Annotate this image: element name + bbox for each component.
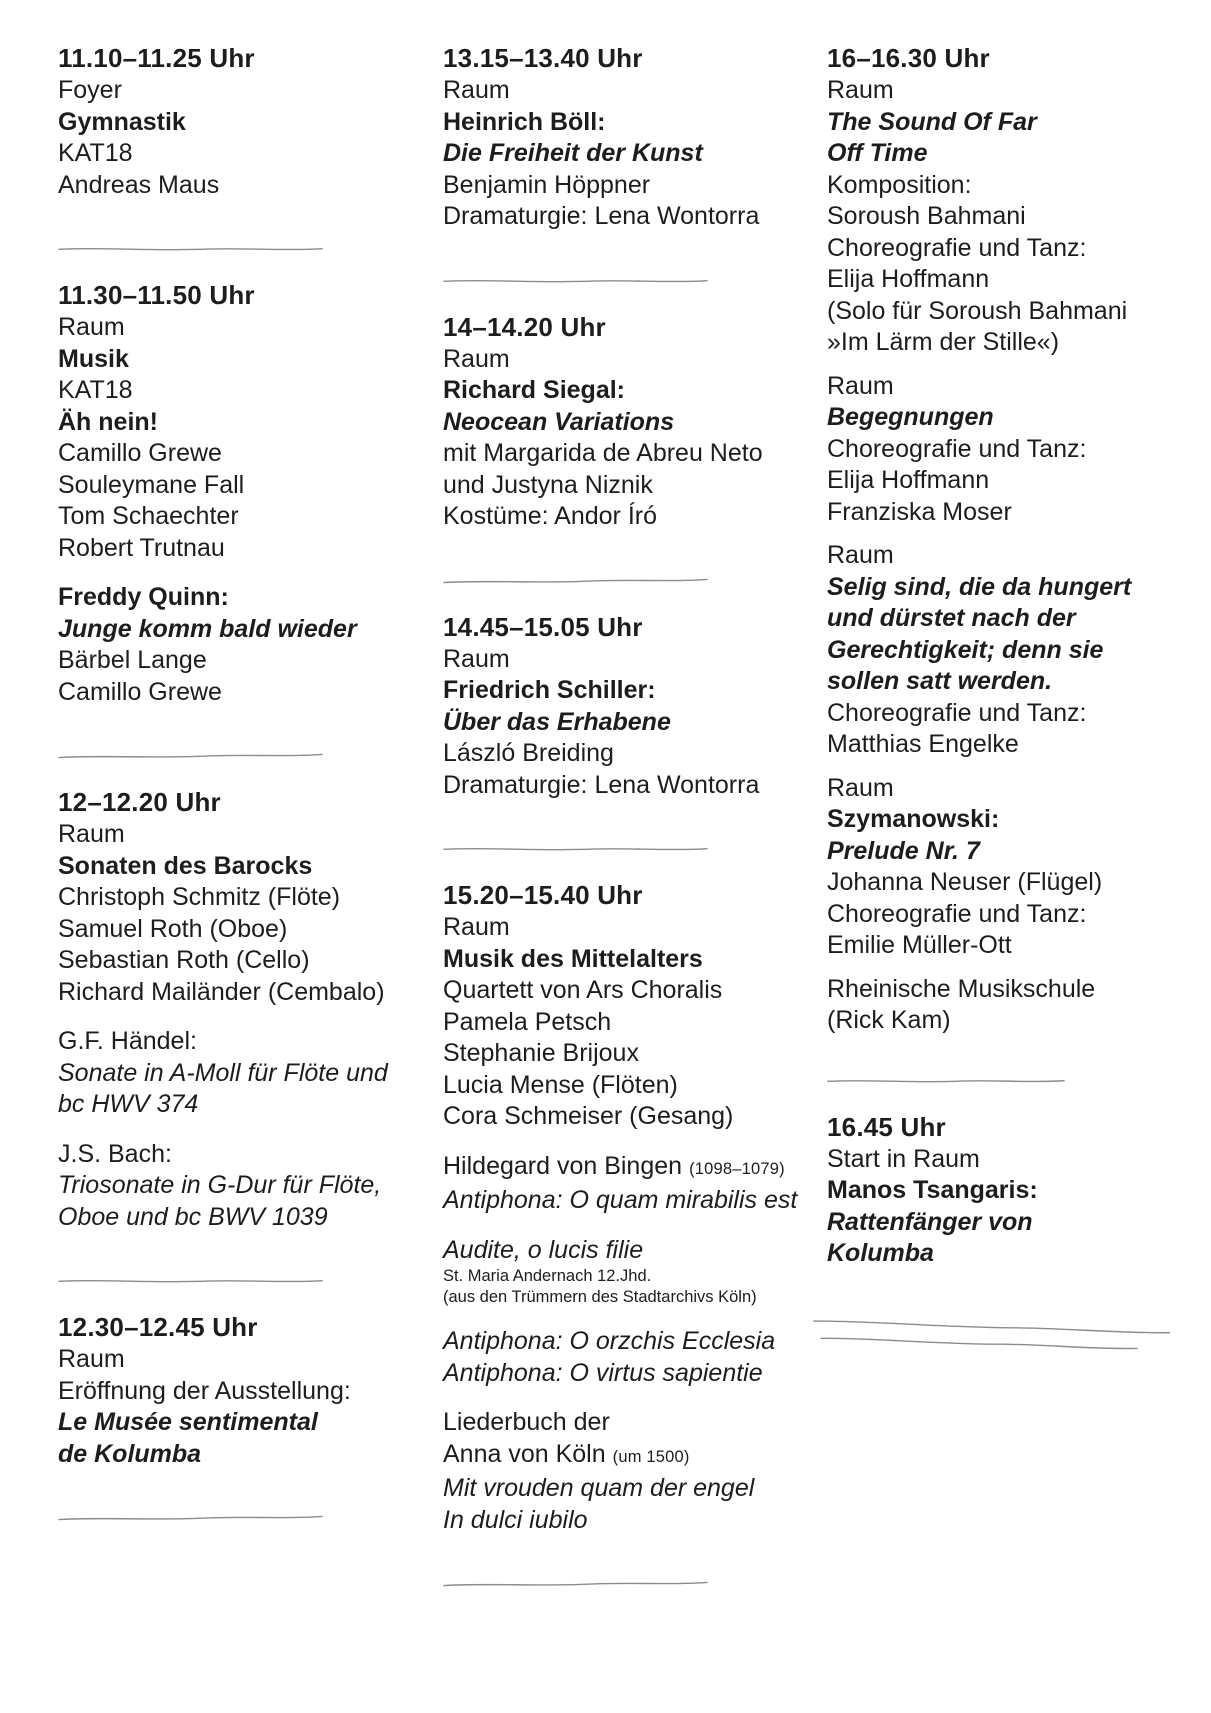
- event-line: Camillo Grewe: [58, 677, 222, 706]
- event-line: Quartett von Ars Choralis: [443, 976, 723, 1004]
- event-line: Samuel Roth (Oboe): [58, 914, 288, 943]
- hand-drawn-divider: [58, 751, 323, 760]
- event-line: Stephanie Brijoux: [443, 1039, 639, 1067]
- event-line: Friedrich Schiller:: [443, 676, 656, 704]
- event-line: Raum: [58, 1345, 125, 1373]
- event-line: Sonate in A-Moll für Flöte und: [58, 1058, 388, 1087]
- event-line: Hildegard von Bingen (1098–1079): [443, 1151, 785, 1180]
- event-line: In dulci iubilo: [443, 1505, 588, 1534]
- event-line: Lucia Mense (Flöten): [443, 1070, 678, 1099]
- event-line: Gymnastik: [58, 107, 186, 136]
- hand-drawn-divider: [443, 1579, 708, 1588]
- event-line: Benjamin Höppner: [443, 170, 651, 199]
- event-line: Richard Mailänder (Cembalo): [58, 977, 385, 1006]
- event-line: Oboe und bc BWV 1039: [58, 1202, 328, 1231]
- event-line: Raum: [58, 820, 125, 848]
- event-line-note: (1098–1079): [689, 1159, 785, 1178]
- event-line: Kostüme: Andor Író: [443, 502, 658, 530]
- divider-line: [813, 1316, 1171, 1338]
- event-line: The Sound Of Far: [827, 107, 1037, 136]
- event-line: Musik: [58, 344, 129, 373]
- event-block: [827, 42, 1197, 359]
- event-line: Raum: [827, 773, 894, 802]
- event-block: [58, 42, 408, 201]
- event-line: Emilie Müller-Ott: [827, 931, 1012, 959]
- event-line: Selig sind, die da hungert: [827, 572, 1132, 601]
- event-line: de Kolumba: [58, 1439, 202, 1468]
- event-line: Johanna Neuser (Flügel): [827, 868, 1103, 896]
- program-column-1: [58, 42, 408, 1548]
- event-line: Raum: [443, 76, 510, 104]
- event-line: Camillo Grewe: [58, 439, 222, 467]
- event-line: Christoph Schmitz (Flöte): [58, 883, 341, 911]
- event-line: Raum: [443, 644, 510, 673]
- hand-drawn-divider: [827, 1076, 1065, 1085]
- event-block: [58, 1139, 408, 1234]
- event-line: Die Freiheit der Kunst: [443, 139, 703, 167]
- hand-drawn-divider: [58, 244, 323, 253]
- program-column-2: [443, 42, 798, 1614]
- event-line: Heinrich Böll:: [443, 107, 606, 136]
- event-line: Sonaten des Barocks: [58, 851, 313, 880]
- event-line: sollen satt werden.: [827, 667, 1053, 695]
- event-block: [443, 879, 793, 1133]
- event-line: Musik des Mittelalters: [443, 944, 703, 973]
- event-line: Choreografie und Tanz:: [827, 434, 1087, 463]
- event-line: Szymanowski:: [827, 805, 1000, 833]
- event-block: [443, 1235, 793, 1309]
- event-line-note: (um 1500): [612, 1447, 690, 1466]
- event-line: und Justyna Niznik: [443, 470, 653, 499]
- event-block: [58, 279, 408, 564]
- program-column-3: [827, 42, 1197, 1341]
- event-line: Eröffnung der Ausstellung:: [58, 1376, 351, 1405]
- event-line: Raum: [827, 76, 894, 104]
- event-line: Liederbuch der: [443, 1408, 610, 1436]
- event-block: [443, 311, 793, 533]
- event-line: Triosonate in G-Dur für Flöte,: [58, 1171, 382, 1199]
- event-line: Soroush Bahmani: [827, 202, 1026, 230]
- event-line: (aus den Trümmern des Stadtarchivs Köln): [443, 1288, 757, 1306]
- event-line: Raum: [443, 913, 510, 941]
- event-line: KAT18: [58, 376, 133, 404]
- hand-drawn-divider: [443, 576, 708, 585]
- event-block: [443, 1151, 798, 1217]
- event-time: 16.45 Uhr: [827, 1111, 946, 1142]
- event-time: 11.30–11.50 Uhr: [58, 280, 255, 310]
- event-line: Dramaturgie: Lena Wontorra: [443, 202, 760, 230]
- event-line: Junge komm bald wieder: [58, 614, 357, 643]
- event-time: 11.10–11.25 Uhr: [58, 43, 255, 73]
- event-block: [58, 1026, 408, 1121]
- event-line: (Solo für Soroush Bahmani: [827, 296, 1128, 325]
- event-block: [443, 1407, 793, 1536]
- event-time: 16–16.30 Uhr: [827, 43, 990, 73]
- event-line: KAT18: [58, 139, 133, 167]
- event-line: Antiphona: O quam mirabilis est: [443, 1186, 798, 1214]
- event-line: Antiphona: O virtus sapientie: [443, 1358, 763, 1387]
- event-block: [443, 611, 793, 802]
- event-line: Off Time: [827, 139, 928, 167]
- event-line: Pamela Petsch: [443, 1007, 612, 1036]
- event-line: Bärbel Lange: [58, 646, 207, 674]
- event-line: J.S. Bach:: [58, 1139, 172, 1168]
- hand-drawn-divider: [443, 844, 708, 853]
- event-line: St. Maria Andernach 12.Jhd.: [443, 1267, 652, 1285]
- event-block: [827, 974, 1197, 1037]
- event-block: [58, 1311, 408, 1470]
- event-line: Choreografie und Tanz:: [827, 899, 1087, 928]
- event-line: Kolumba: [827, 1239, 934, 1267]
- event-line: Antiphona: O orzchis Ecclesia: [443, 1327, 776, 1355]
- event-line: Foyer: [58, 76, 122, 104]
- event-line: Gerechtigkeit; denn sie: [827, 635, 1104, 664]
- event-line: bc HWV 374: [58, 1090, 199, 1118]
- event-block: [827, 773, 1197, 962]
- event-line: Elija Hoffmann: [827, 466, 990, 494]
- event-block: [443, 1326, 793, 1389]
- event-line: Andreas Maus: [58, 170, 220, 199]
- event-line: Rattenfänger von: [827, 1207, 1033, 1236]
- event-block: [443, 42, 793, 233]
- event-line: Komposition:: [827, 170, 972, 199]
- hand-drawn-divider: [58, 1276, 323, 1285]
- event-time: 15.20–15.40 Uhr: [443, 880, 643, 910]
- hand-drawn-divider: [58, 1513, 323, 1522]
- event-block: [827, 1111, 1197, 1270]
- hand-drawn-divider: [443, 276, 708, 285]
- event-line: Begegnungen: [827, 403, 994, 431]
- event-line: Anna von Köln (um 1500): [443, 1439, 690, 1468]
- event-line: Raum: [58, 313, 125, 341]
- event-line: Choreografie und Tanz:: [827, 233, 1087, 262]
- event-line: und dürstet nach der: [827, 604, 1076, 632]
- event-block: [827, 371, 1197, 529]
- event-line: Raum: [827, 371, 894, 400]
- event-line: »Im Lärm der Stille«): [827, 328, 1060, 356]
- event-line: Start in Raum: [827, 1144, 980, 1173]
- event-block: [58, 582, 408, 708]
- divider-line: [820, 1333, 1138, 1353]
- event-line: Rheinische Musikschule: [827, 974, 1096, 1003]
- event-time: 14.45–15.05 Uhr: [443, 611, 643, 642]
- event-line: mit Margarida de Abreu Neto: [443, 439, 763, 467]
- event-line: László Breiding: [443, 739, 614, 767]
- event-line: Neocean Variations: [443, 407, 675, 436]
- event-time: 12–12.20 Uhr: [58, 787, 221, 817]
- event-time: 14–14.20 Uhr: [443, 311, 606, 342]
- event-line: Dramaturgie: Lena Wontorra: [443, 770, 760, 799]
- event-line: Robert Trutnau: [58, 533, 225, 562]
- event-line: Souleymane Fall: [58, 470, 245, 499]
- event-line: Äh nein!: [58, 407, 158, 436]
- event-time: 13.15–13.40 Uhr: [443, 43, 643, 73]
- event-line: Sebastian Roth (Cello): [58, 946, 310, 974]
- event-block: [58, 786, 408, 1008]
- event-line: Matthias Engelke: [827, 730, 1019, 758]
- event-line: Mit vrouden quam der engel: [443, 1474, 755, 1502]
- hand-drawn-double-divider: [812, 1316, 1173, 1355]
- event-line: Elija Hoffmann: [827, 265, 990, 293]
- event-line: Le Musée sentimental: [58, 1408, 318, 1436]
- event-block: [827, 540, 1197, 761]
- event-line: Choreografie und Tanz:: [827, 698, 1087, 727]
- event-line: (Rick Kam): [827, 1006, 951, 1034]
- event-line: Raum: [443, 344, 510, 373]
- event-line: Franziska Moser: [827, 497, 1012, 526]
- event-line: Tom Schaechter: [58, 502, 239, 530]
- event-time: 12.30–12.45 Uhr: [58, 1312, 258, 1342]
- event-line: Cora Schmeiser (Gesang): [443, 1102, 734, 1130]
- event-line: Über das Erhabene: [443, 707, 671, 736]
- event-line: Raum: [827, 541, 894, 569]
- event-line: Audite, o lucis filie: [443, 1235, 644, 1264]
- event-line: Richard Siegal:: [443, 376, 625, 404]
- event-line: Prelude Nr. 7: [827, 836, 980, 865]
- event-line: Freddy Quinn:: [58, 583, 229, 611]
- event-line: Manos Tsangaris:: [827, 1176, 1038, 1204]
- event-line: G.F. Händel:: [58, 1027, 197, 1055]
